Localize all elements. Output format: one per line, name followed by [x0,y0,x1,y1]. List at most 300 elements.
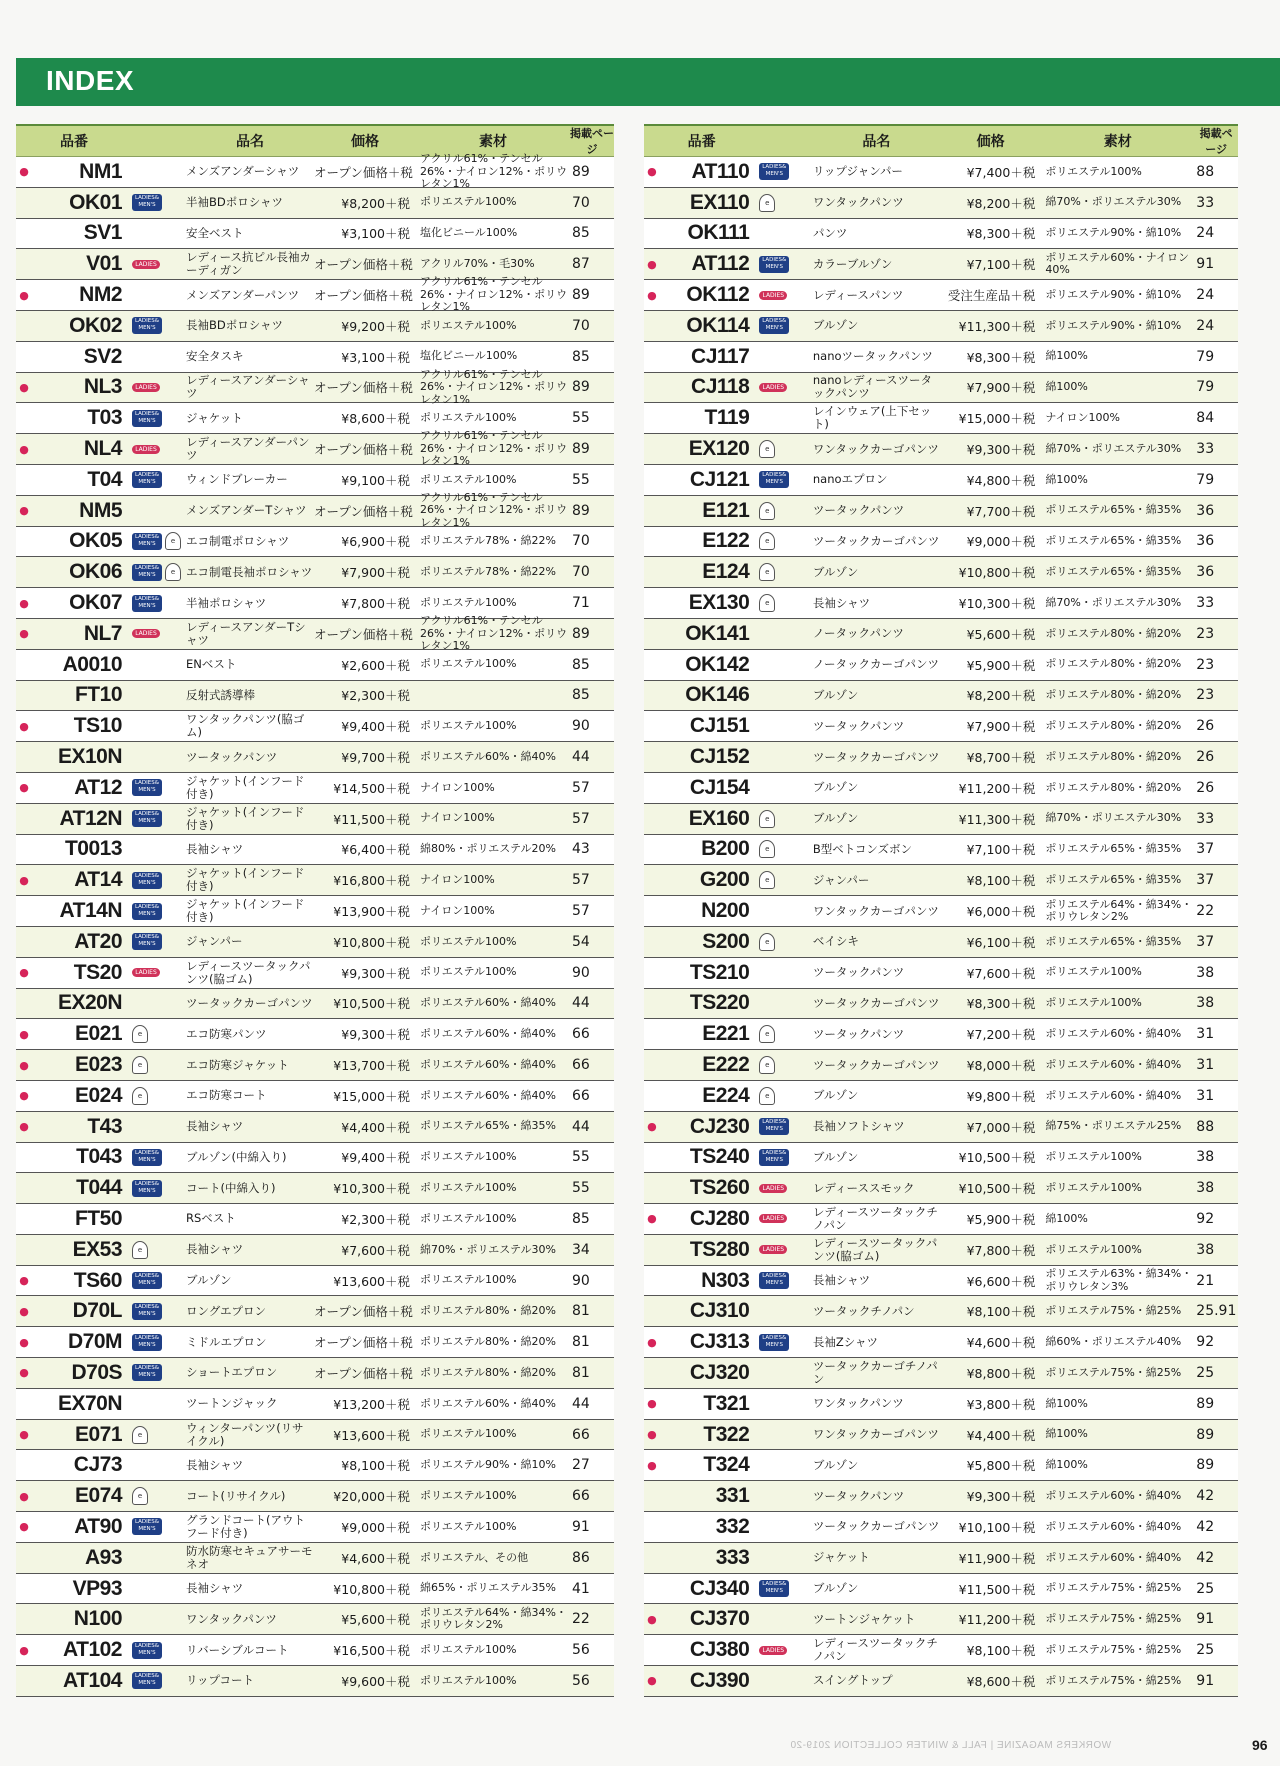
product-name: エコ防寒コート [186,1088,267,1103]
product-material: ポリエステル100% [420,1427,517,1441]
table-row [16,490,614,529]
table-row [644,835,1238,866]
badge-cell [132,317,186,334]
table-row [644,311,1238,342]
table-row [16,927,614,958]
table-row [16,1235,614,1266]
new-item-dot-icon: ● [19,1027,29,1041]
product-code: OK05 [69,529,122,553]
ladies-mens-badge-icon: LADIES& MEN'S [759,1334,789,1351]
product-name: ジャンパー [186,934,243,949]
product-name: ジャケット(インフード付き) [186,773,305,801]
product-material: ナイロン100% [420,780,495,794]
header-material: 素材 [1103,134,1132,150]
badge-cell [132,1364,186,1381]
product-name: レディースツータックチノパン [812,1636,938,1664]
product-material: ポリエステル100% [420,657,517,671]
product-code: D70S [71,1360,122,1384]
badge-cell [759,256,813,273]
new-item-dot-icon: ● [19,1274,29,1288]
product-name: ブルゾン [812,687,859,702]
product-name: リバーシブルコート [186,1642,289,1657]
table-row [16,650,614,681]
product-material: ポリエステル100% [420,1488,517,1502]
table-row [16,311,614,342]
product-code: 333 [715,1545,750,1569]
product-material: ポリエステル100% [420,318,517,332]
product-price: 受注生産品＋税 [947,288,1036,304]
product-material: ポリエステル80%・綿20% [1045,657,1182,671]
product-material: アクリル61%・テンセル26%・ナイロン12%・ポリウレタン1% [420,429,568,468]
table-row [16,1327,614,1358]
product-code: E024 [74,1083,122,1107]
new-item-dot-icon: ● [647,165,657,179]
product-price: オープン価格＋税 [314,442,413,458]
product-price: オープン価格＋税 [314,380,413,396]
product-code: EX20N [57,991,122,1015]
table-row [16,835,614,866]
product-material: ポリエステル75%・綿25% [1045,1673,1182,1687]
product-code: T119 [704,406,750,430]
badge-cell [132,445,186,454]
badge-cell [759,194,813,212]
new-item-dot-icon: ● [19,288,29,302]
product-page: 89 [572,625,590,642]
product-material: ポリエステル60%・綿40% [420,1396,556,1410]
product-page: 89 [572,441,590,458]
table-row [16,1266,614,1297]
product-price: ¥8,100＋税 [966,873,1036,889]
product-name: ブルゾン [812,811,859,826]
product-page: 26 [1196,779,1215,796]
ladies-mens-badge-icon: LADIES& MEN'S [132,410,162,427]
product-name: コート(リサイクル) [186,1488,286,1503]
product-price: ¥7,900＋税 [966,380,1036,396]
product-page: 91 [572,1518,590,1535]
product-price: ¥5,900＋税 [966,1211,1036,1227]
ladies-mens-badge-icon: LADIES& MEN'S [759,1580,789,1597]
ladies-badge-icon: LADIES [132,383,160,392]
product-price: ¥13,200＋税 [333,1396,410,1412]
product-code: N303 [701,1268,750,1292]
product-page: 89 [572,163,590,180]
product-page: 85 [572,687,590,704]
product-price: ¥9,300＋税 [966,442,1036,458]
product-price: ¥8,600＋税 [341,411,410,427]
product-material: ポリエステル64%・綿34%・ポリウレタン2% [1045,897,1193,924]
product-name: ブルゾン [812,1149,859,1164]
product-code: OK01 [69,190,122,214]
product-name: ロングエプロン [186,1303,267,1318]
table-row [644,1081,1238,1112]
table-row [16,527,614,558]
product-code: T0013 [64,837,122,861]
product-page: 25.91 [1196,1303,1237,1320]
table-row [16,152,614,191]
product-material: ポリエステル100% [420,934,517,948]
product-page: 56 [572,1642,590,1659]
badge-cell [132,1642,186,1659]
product-price: ¥7,400＋税 [966,164,1036,180]
product-page: 24 [1196,225,1215,242]
table-row [16,1019,614,1050]
product-code: EX120 [688,437,750,461]
product-name: ツートンジャック [186,1396,278,1411]
product-code: TS260 [689,1176,750,1200]
product-name: レディースアンダーTシャツ [186,619,306,647]
product-name: グランドコート(アウトフード付き) [186,1512,306,1540]
product-name: ジャケット(インフード付き) [186,804,305,832]
product-price: ¥10,500＋税 [958,1181,1036,1197]
badge-cell [759,163,813,180]
eco-mark-icon: e [759,840,775,858]
product-material: アクリル61%・テンセル26%・ナイロン12%・ポリウレタン1% [420,367,568,406]
product-name: パンツ [812,225,848,240]
table-row [644,619,1238,650]
product-page: 85 [572,348,590,365]
product-price: オープン価格＋税 [314,503,413,519]
product-code: A0010 [62,652,122,676]
product-name: 半袖ポロシャツ [186,595,267,610]
product-material: ポリエステル80%・綿20% [420,1365,556,1379]
table-row [16,1389,614,1420]
product-name: ショートエプロン [186,1365,278,1380]
table-row [16,614,614,653]
product-name: ツータックパンツ [812,718,905,733]
badge-cell [759,1025,813,1043]
table-row [644,1574,1238,1605]
product-page: 57 [572,810,590,827]
badge-cell [132,933,186,950]
product-page: 44 [572,1395,590,1412]
product-material: 綿80%・ポリエステル20% [420,842,556,856]
product-code: A93 [84,1545,122,1569]
product-material: 綿65%・ポリエステル35% [420,1581,556,1595]
product-page: 55 [572,471,590,488]
product-name: エコ防寒パンツ [186,1026,267,1041]
product-material: ポリエステル100% [420,1150,517,1164]
ladies-mens-badge-icon: LADIES& MEN'S [132,1272,162,1289]
product-name: リップコート [186,1673,254,1688]
table-row [16,557,614,588]
product-page: 57 [572,779,590,796]
product-name: レインウェア(上下セット) [812,404,932,432]
table-row [644,1327,1238,1358]
new-item-dot-icon: ● [647,1674,657,1688]
product-price: ¥9,000＋税 [341,1519,410,1535]
product-code: EX53 [72,1237,122,1261]
index-banner [16,58,1280,106]
product-code: D70M [67,1330,122,1354]
eco-mark-icon: e [759,1056,775,1074]
product-page: 79 [1196,348,1215,365]
product-price: ¥14,500＋税 [333,780,410,796]
header-price: 価格 [351,134,379,150]
product-price: ¥10,800＋税 [958,565,1036,581]
product-material: 綿70%・ポリエステル30% [1045,441,1182,455]
table-row [644,1235,1238,1266]
ladies-mens-badge-icon: LADIES& MEN'S [132,533,162,550]
product-page: 88 [1196,1118,1215,1135]
product-code: EX130 [688,591,750,615]
product-material: ポリエステル100% [420,718,517,732]
eco-mark-icon: e [759,440,775,458]
product-page: 23 [1196,687,1215,704]
product-price: ¥5,900＋税 [966,657,1036,673]
product-page: 84 [1196,410,1215,427]
product-price: ¥4,400＋税 [966,1427,1036,1443]
product-material: ポリエステル80%・綿20% [420,1334,556,1348]
badge-cell [132,1518,186,1535]
ladies-mens-badge-icon: LADIES& MEN'S [759,1272,789,1289]
product-price: ¥11,200＋税 [958,1612,1036,1628]
product-price: オープン価格＋税 [314,626,413,642]
product-page: 57 [572,872,590,889]
product-price: ¥6,900＋税 [341,534,410,550]
product-name: ブルゾン [812,780,859,795]
product-name: ツータックパンツ [812,503,905,518]
product-material: ポリエステル80%・綿20% [1045,749,1182,763]
table-row [16,1050,614,1081]
new-item-dot-icon: ● [19,627,29,641]
product-page: 89 [572,379,590,396]
ladies-mens-badge-icon: LADIES& MEN'S [132,903,162,920]
ladies-mens-badge-icon: LADIES& MEN'S [132,564,162,581]
product-page: 92 [1196,1334,1215,1351]
product-material: ポリエステル60%・綿40% [1045,1026,1182,1040]
table-row [16,681,614,712]
product-page: 79 [1196,471,1215,488]
table-row [16,865,614,896]
product-name: 長袖シャツ [186,841,244,856]
product-page: 89 [1196,1426,1215,1443]
product-material: ポリエステル100% [420,1519,517,1533]
ladies-mens-badge-icon: LADIES& MEN'S [132,810,162,827]
product-material: アクリル61%・テンセル26%・ナイロン12%・ポリウレタン1% [420,614,568,653]
ladies-mens-badge-icon: LADIES& MEN'S [759,163,789,180]
product-page: 71 [572,595,590,612]
product-name: ブルゾン [186,1273,232,1288]
badge-cell [132,410,186,427]
table-row [16,711,614,742]
table-row [16,1666,614,1697]
product-material: アクリル70%・毛30% [420,257,535,271]
product-name: ジャケット(インフード付き) [186,897,305,925]
product-material: ポリエステル75%・綿25% [1045,1365,1182,1379]
product-code: T043 [76,1145,122,1169]
product-material: 綿60%・ポリエステル40% [1045,1334,1182,1348]
product-price: ¥8,100＋税 [966,1304,1036,1320]
table-row [16,1143,614,1174]
product-page: 91 [1196,1611,1215,1628]
table-row [644,219,1238,250]
product-material: ポリエステル60%・綿40% [1045,1488,1182,1502]
product-material: 綿70%・ポリエステル30% [1045,811,1182,825]
index-table-right [644,124,1238,1697]
product-page: 33 [1196,595,1215,612]
product-name: ジャケット(インフード付き) [186,866,305,894]
product-name: ENベスト [186,657,237,672]
product-name: B型ベトコンズボン [812,841,912,856]
table-row [644,1173,1238,1204]
product-page: 38 [1196,964,1215,981]
page-number: 96 [1252,1737,1268,1753]
table-row [16,429,614,468]
product-code: CJ310 [689,1299,750,1323]
product-page: 55 [572,410,590,427]
product-code: CJ118 [691,375,750,399]
badge-cell [132,1272,186,1289]
product-price: ¥11,500＋税 [958,1581,1036,1597]
table-row [644,249,1238,280]
product-price: ¥3,800＋税 [966,1396,1036,1412]
product-material: ポリエステル75%・綿25% [1045,1581,1182,1595]
product-code: CJ280 [689,1206,750,1230]
product-price: ¥16,500＋税 [333,1643,410,1659]
product-code: E221 [702,1022,750,1046]
product-name: レディースアンダーシャツ [186,373,310,401]
product-page: 66 [572,1087,590,1104]
table-row [644,1266,1238,1297]
badge-cell [132,194,186,211]
product-code: V01 [86,252,122,276]
product-name: メンズアンダーシャツ [186,164,300,179]
product-page: 31 [1196,1057,1215,1073]
badge-cell [759,1334,813,1351]
badge-cell [132,1426,186,1444]
product-code: EX70N [57,1391,122,1415]
product-material: ポリエステル100% [1045,1150,1142,1164]
table-row [644,804,1238,835]
product-material: ポリエステル65%・綿35% [1045,534,1182,548]
product-page: 66 [572,1488,590,1505]
product-page: 56 [572,1672,590,1689]
product-code: TS20 [73,960,122,984]
badge-cell [132,903,186,920]
table-header [644,126,1238,157]
product-code: OK146 [685,683,750,707]
product-name: エコ防寒ジャケット [186,1057,289,1072]
product-code: E021 [74,1022,122,1046]
product-price: ¥11,300＋税 [958,318,1036,334]
product-page: 36 [1196,533,1215,550]
product-page: 88 [1196,163,1215,180]
table-body-right [644,157,1238,1697]
product-name: エコ制電長袖ポロシャツ [186,564,313,579]
product-page: 66 [572,1426,590,1443]
product-price: ¥9,800＋税 [966,1088,1036,1104]
product-code: TS240 [689,1145,750,1169]
product-material: ポリエステル60%・綿40% [420,1057,556,1071]
badge-cell [759,810,813,828]
ladies-badge-icon: LADIES [759,1214,787,1223]
product-price: ¥7,900＋税 [966,719,1036,735]
table-row [16,1420,614,1451]
product-name: スイングトップ [812,1673,893,1688]
table-row [644,742,1238,773]
product-material: ポリエステル75%・綿25% [1045,1642,1182,1656]
badge-cell [132,471,186,488]
product-code: OK07 [69,591,122,615]
product-name: レディース抗ピル長袖カーディガン [186,250,312,278]
new-item-dot-icon: ● [19,1304,29,1318]
table-row [16,773,614,804]
table-row [644,188,1238,219]
product-code: E222 [702,1053,750,1076]
product-page: 85 [572,656,590,673]
product-code: B200 [701,837,750,861]
product-code: OK114 [686,313,750,337]
table-row [16,1450,614,1481]
product-name: ウィンドブレーカー [186,472,288,487]
product-code: OK112 [686,283,750,307]
product-page: 25 [1196,1580,1215,1597]
product-price: ¥5,600＋税 [966,626,1036,642]
product-price: ¥7,100＋税 [966,842,1036,858]
product-page: 38 [1196,1241,1215,1258]
table-row [16,1481,614,1512]
eco-mark-icon: e [759,532,775,550]
product-price: ¥4,600＋税 [341,1550,410,1566]
table-row [16,1173,614,1204]
ladies-mens-badge-icon: LADIES& MEN'S [132,1303,162,1320]
product-page: 91 [1196,1672,1215,1689]
product-material: ポリエステル100% [420,965,517,979]
product-page: 23 [1196,625,1215,642]
product-price: ¥15,000＋税 [333,1088,410,1104]
product-price: ¥8,300＋税 [966,226,1036,242]
table-row [644,1050,1238,1081]
table-row [16,896,614,927]
product-page: 66 [572,1026,590,1043]
product-price: ¥6,000＋税 [966,904,1036,920]
product-price: ¥7,600＋税 [966,965,1036,981]
product-page: 21 [1196,1272,1215,1289]
product-material: ポリエステル100% [420,1180,517,1194]
product-name: ブルゾン [812,318,859,333]
product-code: AT14 [74,868,122,892]
ladies-mens-badge-icon: LADIES& MEN'S [132,595,162,612]
product-code: N100 [73,1607,122,1631]
badge-cell [759,594,813,612]
product-code: NM1 [79,159,122,183]
badge-cell [759,840,813,858]
product-material: ポリエステル78%・綿22% [420,565,556,578]
product-price: ¥8,300＋税 [966,349,1036,365]
product-page: 44 [572,1118,590,1135]
product-code: FT10 [74,683,122,707]
product-name: 長袖Zシャツ [812,1334,879,1349]
product-price: ¥7,800＋税 [341,596,410,612]
product-name: ワンタックパンツ(脇ゴム) [186,712,305,740]
ladies-mens-badge-icon: LADIES& MEN'S [759,256,789,273]
product-material: 塩化ビニール100% [420,226,518,240]
product-material: 綿100% [1045,1427,1088,1441]
table-row [644,496,1238,527]
product-code: OK141 [685,621,750,645]
product-material: 綿100% [1045,349,1088,363]
new-item-dot-icon: ● [647,1612,657,1626]
product-name: nanoレディースツータックパンツ [812,373,933,401]
product-code: AT12 [74,775,122,799]
product-price: ¥8,200＋税 [966,688,1036,704]
product-name: レディースパンツ [812,287,904,302]
ladies-mens-badge-icon: LADIES& MEN'S [759,1149,789,1166]
product-material: ポリエステル100% [1045,1242,1142,1256]
new-item-dot-icon: ● [19,1520,29,1534]
product-material: ポリエステル90%・綿10% [1045,226,1182,240]
eco-mark-icon: e [759,594,775,612]
